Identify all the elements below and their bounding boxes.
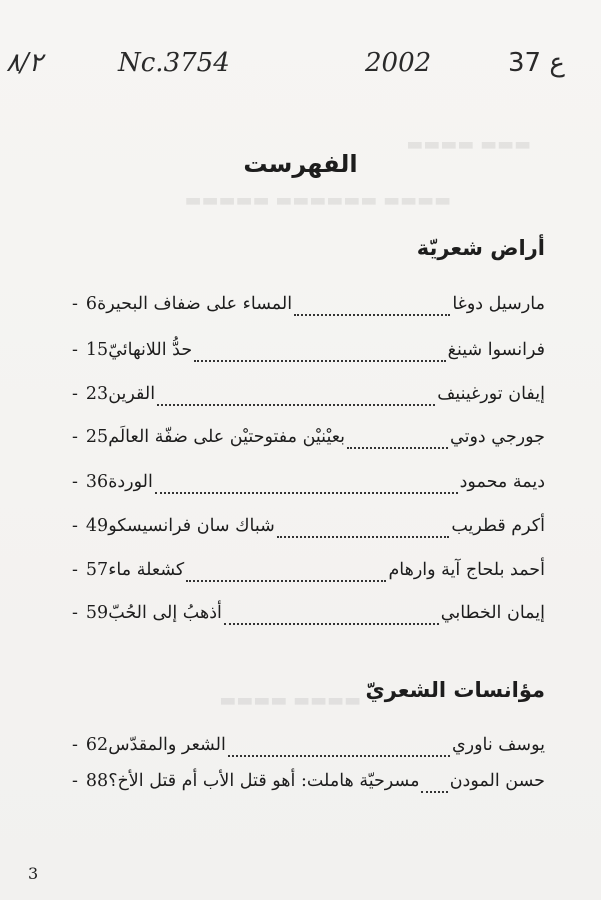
entry-page: 57 — [85, 560, 109, 580]
entry-dash: - — [72, 427, 78, 447]
handwritten-shelf-mark: ٨/٢ — [6, 48, 43, 78]
section-title: أراض شعريّة — [416, 236, 545, 260]
section-title: مؤانسات الشعريّ — [365, 678, 545, 702]
entry-dash: - — [72, 340, 78, 360]
entry-title: مسرحيّة هاملت: أهو قتل الأب أم قتل الأخ؟ — [108, 771, 420, 791]
entry-author: أحمد بلحاج آية وارهام — [388, 560, 545, 580]
entry-dash: - — [72, 603, 78, 623]
toc-entry[interactable] — [62, 516, 545, 546]
leader-dots — [347, 447, 448, 449]
entry-title: الشعر والمقدّس — [108, 735, 226, 755]
entry-title: كشعلة ماء — [108, 560, 185, 580]
entry-page: 6 — [85, 294, 98, 314]
entry-page: 88 — [85, 771, 109, 791]
entry-page: 49 — [85, 516, 109, 536]
entry-page: 25 — [85, 427, 109, 447]
toc-entry[interactable] — [62, 340, 545, 370]
leader-dots — [194, 360, 445, 362]
toc-entry[interactable] — [62, 427, 545, 457]
entry-title: شباك سان فرانسيسكو — [108, 516, 275, 536]
entry-page: 36 — [85, 472, 109, 492]
entry-dash: - — [72, 771, 78, 791]
entry-author: فرانسوا شينغ — [447, 340, 545, 360]
entry-author: إيمان الخطابي — [440, 603, 545, 623]
bleed-through: ▬▬▬▬ ▬▬▬▬ — [219, 690, 361, 711]
entry-author: يوسف ناوري — [451, 735, 545, 755]
entry-author: مارسيل دوغا — [452, 294, 545, 314]
entry-title: القرين — [108, 384, 156, 404]
toc-entry[interactable] — [62, 603, 545, 633]
entry-dash: - — [72, 384, 78, 404]
toc-entry[interactable] — [62, 294, 545, 324]
bleed-through: ▬▬▬ ▬▬▬▬ — [406, 134, 531, 155]
leader-dots — [228, 755, 450, 757]
leader-dots — [157, 404, 435, 406]
toc-entry[interactable] — [62, 735, 545, 765]
entry-page: 62 — [85, 735, 109, 755]
entry-page: 15 — [85, 340, 109, 360]
entry-dash: - — [72, 735, 78, 755]
toc-entry[interactable] — [62, 384, 545, 414]
leader-dots — [421, 791, 447, 793]
leader-dots — [277, 536, 449, 538]
bleed-through: ▬▬▬▬ ▬▬▬▬▬▬ ▬▬▬▬▬ — [184, 190, 451, 211]
entry-author: حسن المودن — [449, 771, 545, 791]
entry-dash: - — [72, 516, 78, 536]
entry-title: الوردة — [108, 472, 153, 492]
entry-author: أكرم قطريب — [451, 516, 545, 536]
entry-author: ديمة محمود — [459, 472, 545, 492]
leader-dots — [186, 580, 386, 582]
entry-title: أذهبُ إلى الحُبّ — [108, 603, 222, 623]
toc-entry[interactable] — [62, 560, 545, 590]
toc-entry[interactable] — [62, 771, 545, 801]
leader-dots — [155, 492, 458, 494]
entry-page: 23 — [85, 384, 109, 404]
entry-title: حدُّ اللانهائيّ — [108, 340, 193, 360]
leader-dots — [224, 623, 439, 625]
handwritten-code: 37 ع — [508, 48, 565, 78]
entry-page: 59 — [85, 603, 109, 623]
handwritten-call-number: Nc.3754 — [118, 48, 230, 78]
entry-title: المساء على ضفاف البحيرة — [97, 294, 293, 314]
entry-dash: - — [72, 472, 78, 492]
entry-title: بعيْنيْن مفتوحتيْن على ضفّة العالَم — [108, 427, 346, 447]
entry-author: جورجي دوتي — [450, 427, 545, 447]
page-title: الفهرست — [243, 150, 358, 178]
entry-dash: - — [72, 294, 78, 314]
toc-entry[interactable] — [62, 472, 545, 502]
entry-dash: - — [72, 560, 78, 580]
entry-author: إيفان تورغينيف — [437, 384, 545, 404]
handwritten-year: 2002 — [365, 48, 432, 78]
leader-dots — [294, 314, 450, 316]
page-number: 3 — [28, 864, 39, 883]
